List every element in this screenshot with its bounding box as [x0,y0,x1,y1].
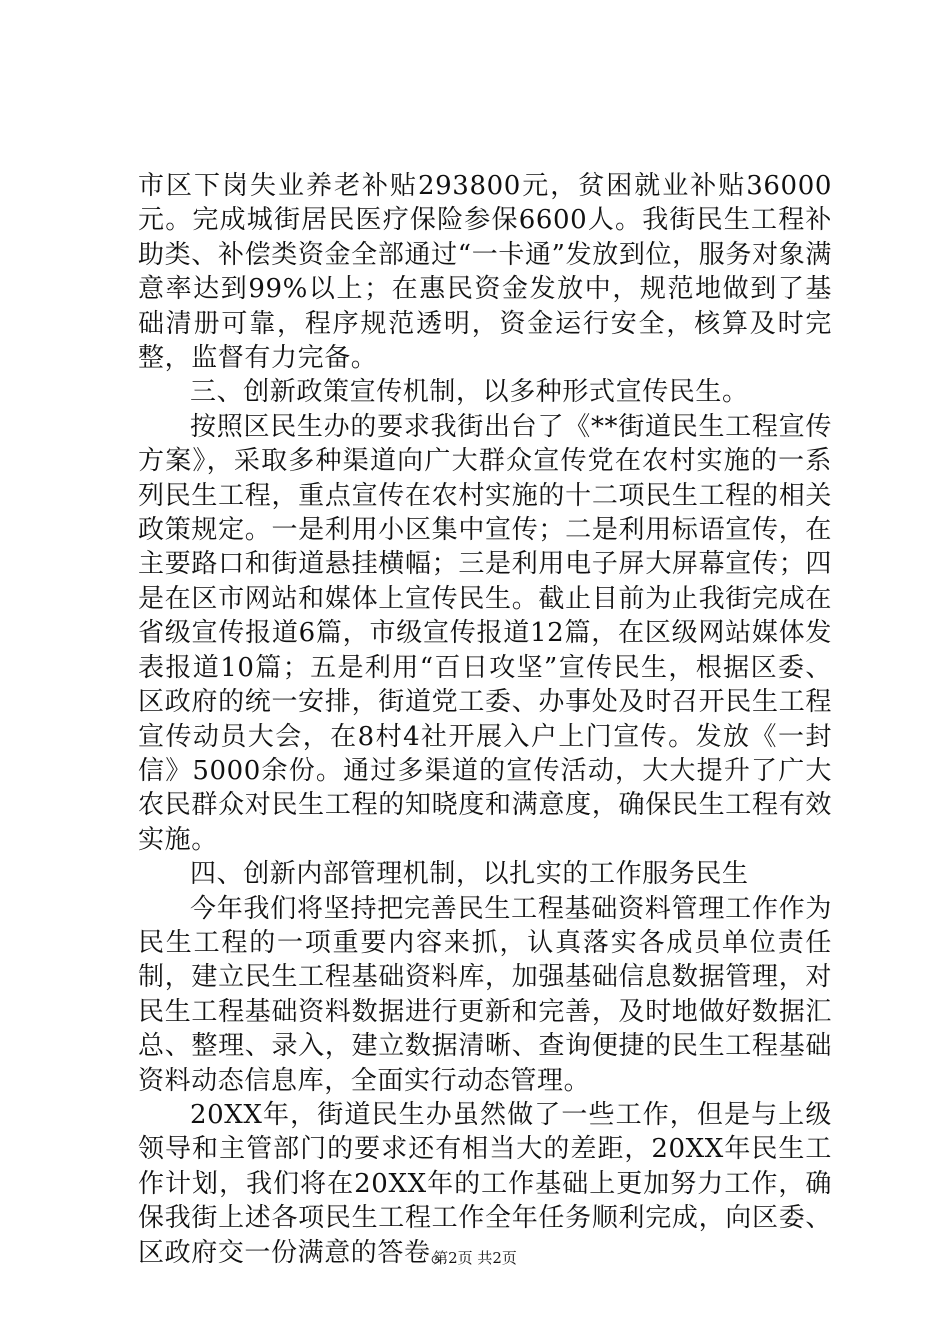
page-number: 第2页 共2页 [433,1249,517,1267]
paragraph-4: 20XX年，街道民生办虽然做了一些工作，但是与上级领导和主管部门的要求还有相当大的差距，20XX年民生工作计划，我们将在20XX年的工作基础上更加努力工作，确保我街上述各项民生工程工作全年任务顺利完成，向区委、区政府交一份满意的答卷。 [138,1099,832,1268]
section-heading-4: 四、创新内部管理机制，以扎实的工作服务民生 [190,859,749,890]
paragraph-2: 按照区民生办的要求我街出台了《**街道民生工程宣传方案》，采取多种渠道向广大群众宣传党在农村实施的一系列民生工程，重点宣传在农村实施的十二项民生工程的相关政策规定。一是利用小区集中宣传；二是利用标语宣传，在主要路口和街道悬挂横幅；三是利用电子屏大屏幕宣传；四是在区市网站和媒体上宣传民生。截止目前为止我街完成在省级宣传报道6篇，市级宣传报道12篇，在区级网站媒体发表报道10篇；五是利用“百日攻坚”宣传民生，根据区委、区政府的统一安排，街道党工委、办事处及时召开民生工程宣传动员大会，在8村4社开展入户上门宣传。发放《一封信》5000余份。通过多渠道的宣传活动，大大提升了广大农民群众对民生工程的知晓度和满意度，确保民生工程有效实施。 [138,411,832,855]
document-body [138,169,832,1270]
paragraph-1: 市区下岗失业养老补贴293800元，贫困就业补贴36000元。完成城街居民医疗保险参保6600人。我街民生工程补助类、补偿类资金全部通过“一卡通”发放到位，服务对象满意率达到99%以上；在惠民资金发放中，规范地做到了基础清册可靠，程序规范透明，资金运行安全，核算及时完整，监督有力完备。 [138,171,832,374]
paragraph-3: 今年我们将坚持把完善民生工程基础资料管理工作作为民生工程的一项重要内容来抓，认真落实各成员单位责任制，建立民生工程基础资料库，加强基础信息数据管理，对民生工程基础资料数据进行更新和完善，及时地做好数据汇总、整理、录入，建立数据清晰、查询便捷的民生工程基础资料动态信息库，全面实行动态管理。 [138,893,832,1096]
section-heading-3: 三、创新政策宣传机制，以多种形式宣传民生。 [190,377,749,408]
